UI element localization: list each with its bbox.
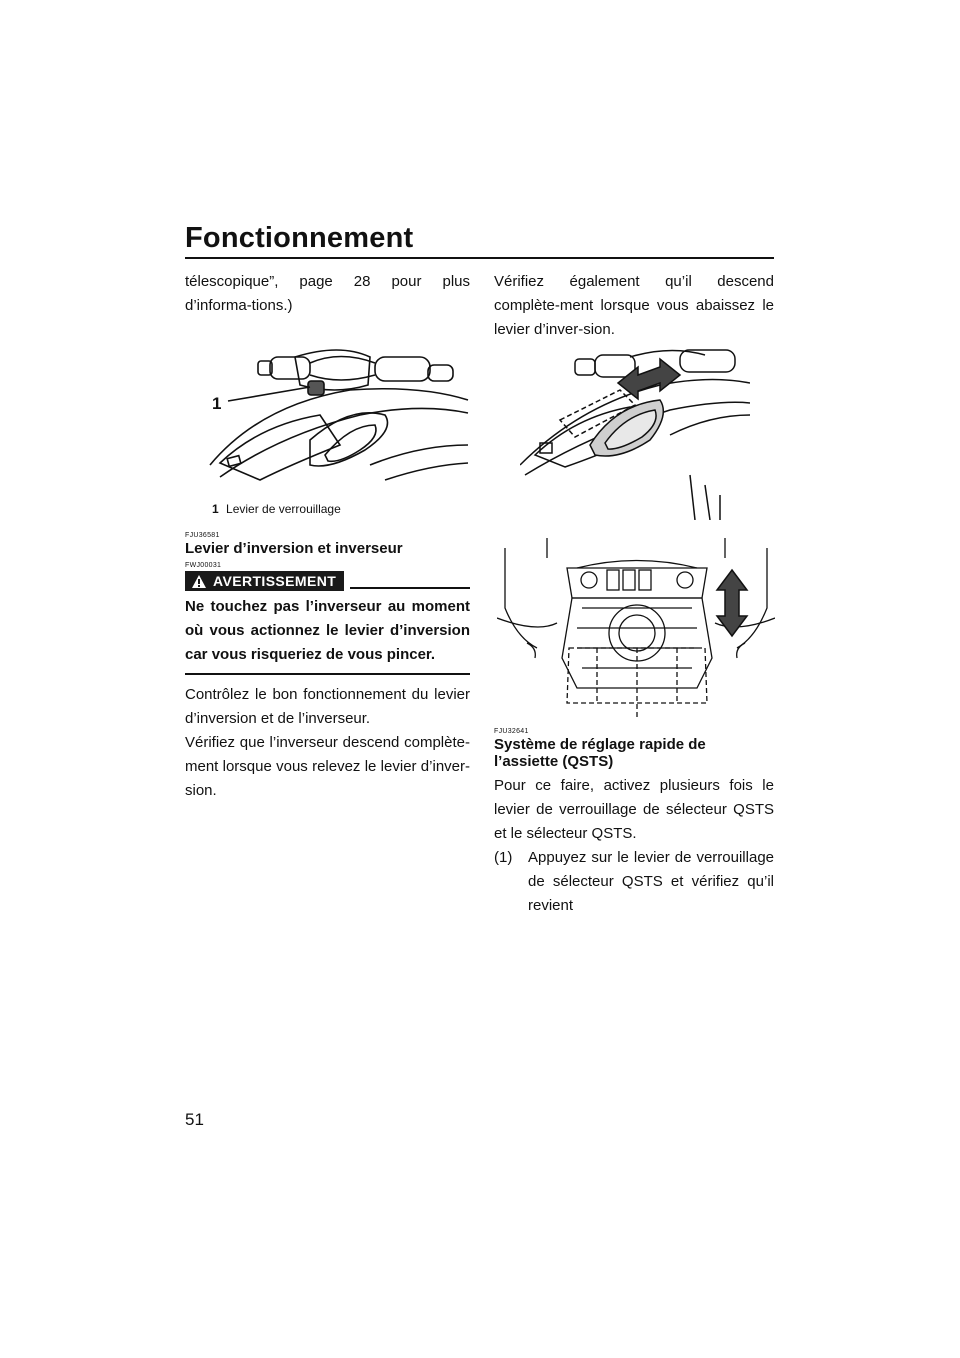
reverse-gate-illustration xyxy=(497,538,775,718)
warning-code: FWJ00031 xyxy=(185,562,222,569)
warning-triangle-icon xyxy=(191,574,207,589)
paragraph-verify-lower: Vérifiez que l’inverseur descend complète-ment lorsque vous relevez le levier d’inver-sion. xyxy=(185,734,470,799)
left-intro-text: télescopique”, page 28 pour plus d’informa-tions.) xyxy=(185,273,470,314)
list-item xyxy=(494,846,774,918)
paragraph-check-operation: Contrôlez le bon fonctionnement du levier d’inversion et de l’inverseur. xyxy=(185,686,470,727)
figure-caption xyxy=(212,502,341,516)
warning-badge xyxy=(185,571,344,591)
figure-callout-number: 1 xyxy=(212,394,222,413)
warning-bottom-rule xyxy=(185,673,470,675)
reverse-lever-illustration xyxy=(520,345,750,520)
section-qsts xyxy=(494,728,774,918)
caption-number: 1 xyxy=(212,502,219,516)
list-item-text: Appuyez sur le levier de verrouillage de sélecteur QSTS et vérifiez qu’il revient xyxy=(528,849,774,914)
double-arrow-icon xyxy=(618,359,680,399)
section-code: FJU36581 xyxy=(185,532,220,539)
section-heading: Levier d’inversion et inverseur xyxy=(185,540,403,557)
handlebar-lock-lever-illustration xyxy=(200,345,470,495)
page-title: Fonctionnement xyxy=(185,222,414,254)
warning-label: AVERTISSEMENT xyxy=(213,573,337,589)
caption-text: Levier de verrouillage xyxy=(226,502,341,516)
warning-top-rule xyxy=(350,587,470,589)
left-column xyxy=(185,270,470,318)
section-code: FJU32641 xyxy=(494,728,529,735)
page-number: 51 xyxy=(185,1110,204,1129)
header-rule xyxy=(185,257,774,259)
right-column xyxy=(494,270,774,342)
section-heading: Système de réglage rapide de l’assiette (QSTS) xyxy=(494,736,706,770)
right-intro-text: Vérifiez également qu’il descend complète-ment lorsque vous abaissez le levier d’inver-sion. xyxy=(494,273,774,338)
section-reverse-lever xyxy=(185,532,470,803)
warning-header xyxy=(185,571,470,591)
paragraph-qsts-intro: Pour ce faire, activez plusieurs fois le levier de verrouillage de sélecteur QSTS et le sélecteur QSTS. xyxy=(494,777,774,842)
warning-text: Ne touchez pas l’inverseur au moment où vous actionnez le levier d’inversion car vous risqueriez de vous pincer. xyxy=(185,598,470,663)
list-item-number: (1) xyxy=(494,849,513,866)
